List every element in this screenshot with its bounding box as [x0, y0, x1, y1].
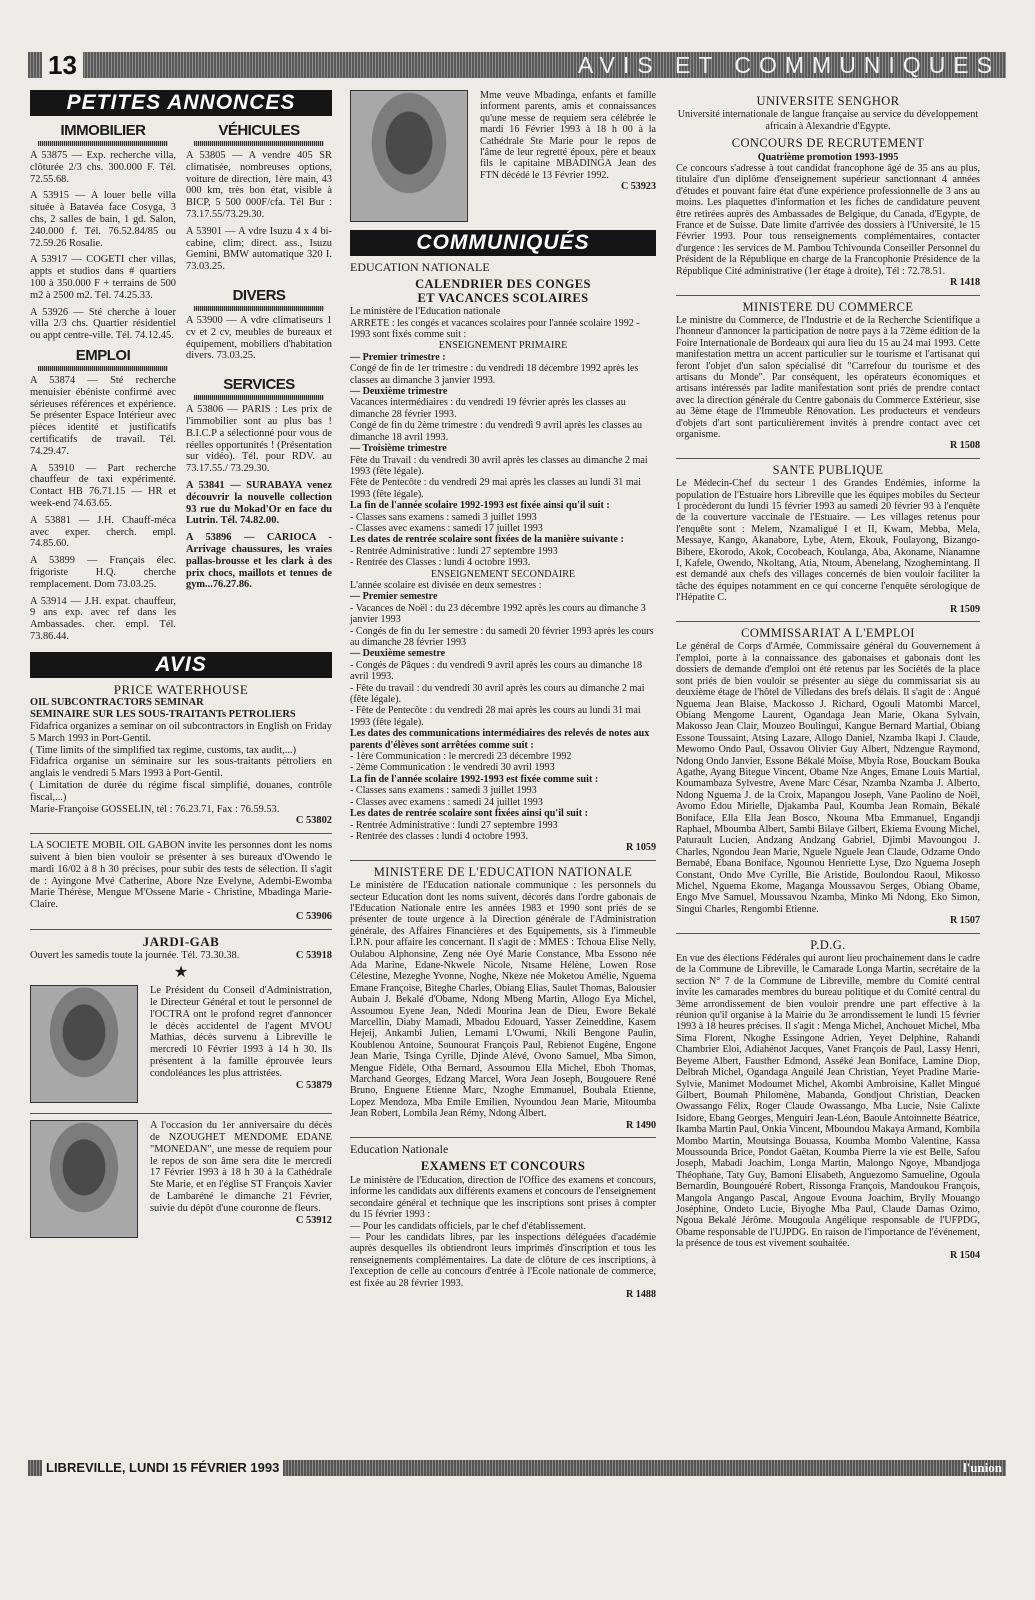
- newspaper-name: l'union: [962, 1460, 1002, 1475]
- ad-reference: R 1059: [625, 842, 656, 854]
- calendar-body: [350, 306, 656, 842]
- commerce-text: Le ministre du Commerce, de l'Industrie et de la Recherche Scientifique a l'honneur d'annoncer la participation de notre pays à la 72ème édition de la Foire Internationale de Bordeaux qui aura lieu du 15 au 24 mai 1993. Cette manifestation mettra un accent particulier sur le tourisme et l'artisanat qui feront l'objet d'un salon spécialisé dit "Carrefour du tourisme et des artisans du Monde". Par conséquent, les opérateurs économiques et artisans intéressés par ladite manifestation sont priés de prendre contact avec la direction générale du Centre gabonais du Commerce Extérieur, sise au 3ème étage de l'Immeuble Rénovation. Les producteurs et vendeurs d'objets d'art sont particulièrement invités à prendre contact avec cet organisme.: [676, 314, 980, 440]
- footer-date: LIBREVILLE, LUNDI 15 FÉVRIER 1993: [42, 1459, 283, 1476]
- avis-header: AVIS: [30, 652, 332, 678]
- ad-reference: R 1488: [625, 1288, 656, 1300]
- calendar-line: ENSEIGNEMENT SECONDAIRE: [430, 568, 576, 580]
- edu-label: EDUCATION NATIONALE: [350, 260, 490, 274]
- exam-label: Education Nationale: [350, 1142, 449, 1157]
- emploi-commissariat-title: COMMISSARIAT A L'EMPLOI: [741, 626, 915, 641]
- ad-reference: R 1418: [949, 277, 980, 289]
- senghor-title: UNIVERSITE SENGHOR: [756, 94, 900, 108]
- calendar-line: L'année scolaire est divisée en deux semestres :: [350, 579, 542, 591]
- exam-title: EXAMENS ET CONCOURS: [420, 1159, 586, 1174]
- classified-ad: A 53901 — A vdre Isuzu 4 x 4 bi-cabine, clim; direct. ass., Isuzu Gemini, BMW automatique 320 I. 73.03.25.: [186, 225, 332, 273]
- classified-ad: A 53914 — J.H. expat. chauffeur, 9 ans exp. avec ref dans les Ambassades. cher. empl. Tél. 73.86.44.: [30, 595, 176, 642]
- ad-reference: R 1509: [949, 603, 980, 615]
- pdg-text: En vue des élections Fédérales qui auront lieu prochainement dans le cadre de la Commune de Libreville, le Camarade Longa Martin, secrétaire de la section N° 7 de la Commune de Libreville, membre du Comité central invite les camarades membres du bureau politique et du Comité central du 3ème arrondissement de bien vouloir prendre une part effective à la réunion qu'il organise à la Mairie du 3e arrondissement le lundi 15 février 1993 à 18 heures précises. Il s'agit : Menga Michel, Anchouet Michel, Mba Sima Florent, Nkoghe Essingone Adrien, Yeyet Delphine, Rahandi Chambrier Eloi, Adiahénot Jacques, Vanet François de Paul, Lassy Henri, Beyeme Albert, Fausther Edmond, Asséké Jean Boniface, Lamine Diop, Delbrah Michel, Ogandaga Anguilé Jean Christian, Yeyet Pradine Marie-Sylvie, Manimet Modoumet Michel, Akombi Ambroisine, Kallet Mingué Gilbert, Boumah Philomène, Mabanda, Gondjout Christian, Deacken Owassango Félix, Roger Claude Owassango, Mba Lucie, Nsie Calixte Isidore, Ebang Georges, Menguiri Jean-Léon, Baoule Antoinnette Béatrice, Ikamba Martin Paul, Onkia Vincent, Mboundou Makaya Armand, Kombila Mombo Martin, Moutsinga Bouassa, Koumba Mombo Valentine, Kassa Moussounda Brice, Pondot Gaëtan, Koumba Pierre la vie est Belle, Safou Joseph, Mabadi Joachim, Longa Martin, Malongo Ngoye, Mbandjoga Théophane, Taty Guy, Bamoni Elisabeth, Anguezomo Samueline, Ogoula Bernardin, Boungouéré Robert, Rissonga François, Mandoukou François, Mangola Angango Pascal, Angoue Evouna Joachim, Brylly Mouango Joséphine, Ondeto Lucie, Biyoghe Mba Paul, Claude Damas Ozimo, Ngoua Bekalé Jérôme. Mougoula Angélique responsable de l'UFPDG, Obame responsable de l'UJPDG. En raison de l'importance de l'événement, la présence de tous est vivement souhaitée.: [676, 953, 980, 1250]
- portrait-photo: [30, 985, 138, 1103]
- exam-paragraph: Le ministère de l'Education, direction de l'Office des examens et concours, informe les candidats aux différents examens et concours de l'enseignement secondaire général et technique que les inscriptions sont prises à compter du 15 février 1993 :: [350, 1174, 656, 1221]
- octra-obituary: [30, 985, 332, 1107]
- anniv-text: A l'occasion du 1er anniversaire du décès de NZOUGHET MENDOME EDANE "MONEDAN", une messe de requiem pour le repos de son âme sera dite le mercredi 17 Février 1993 à 18 h 30 à la Cathédrale Ste Marie, et en l'église ST François Xavier de Lambaréné le dimanche 21 Février, suivie du dépôt d'une couronne de fleurs.: [150, 1120, 332, 1214]
- calendar-line: Congé de fin de 1er trimestre : du vendredi 18 décembre 1992 après les classes au dimanche 3 janvier 1993.: [350, 363, 639, 386]
- page-number: 13: [42, 50, 83, 80]
- calendar-line: — Premier semestre: [350, 591, 438, 603]
- senghor-subtitle: Université internationale de langue française au service du développement africain à Alexandrie d'Egypte.: [677, 109, 979, 132]
- classified-ad: A 53910 — Part recherche chauffeur de taxi expérimenté. Contact HB 76.71.15 — HR et week-end 74.63.65.: [30, 462, 176, 509]
- column-left: [30, 90, 332, 1246]
- classified-ad: A 53900 — A vdre climatiseurs 1 cv et 2 cv, meubles de bureaux et équipement, mobiliers d'habitation divers. 73.03.25.: [186, 314, 332, 362]
- page-footer: [28, 1460, 1006, 1476]
- exam-paragraph: — Pour les candidats libres, par les inspections déléguées d'académie auprès desquelles ils obtiendront leurs imprimés d'inscription et tous les renseignements complémentaires. La date de clôture de ces inscriptions, à l'exception de celle au concours d'entrée à l'Ecole nationale de commerce, est fixée au 28 février 1993.: [350, 1231, 656, 1289]
- calendar-line: - Congés de Pâques : du vendredi 9 avril après les cours au dimanche 18 avril 1993.: [350, 659, 643, 683]
- calendar-line: - Rentrée des Classes : lundi 4 octobre 1993.: [350, 557, 531, 569]
- calendar-line: — Deuxième trimestre: [350, 386, 448, 398]
- classified-ad: A 53875 — Exp. recherche villa, clôturée 2/3 chs. 300.000 F. Tél. 72.55.68.: [30, 150, 176, 185]
- jardi-title: JARDI-GAB: [142, 933, 220, 949]
- ad-reference: C 53912: [295, 1214, 332, 1226]
- octra-text: Le Président du Conseil d'Administration, le Directeur Général et tout le personnel de l'OCTRA ont le profond regret d'annoncer le décès accidentel de l'agent MVOU Mathias, décès survenu à Libreville le mercredi 10 Février 1993 à 14 h 30. Ils présentent à la famille éprouvée leurs condoléances les plus attristées.: [150, 985, 332, 1079]
- calendar-line: - Fête du travail : du vendredi 30 avril après les cours au dimanche 2 mai (fête légale).: [350, 682, 645, 706]
- pw-subtitle-en: OIL SUBCONTRACTORS SEMINAR: [30, 697, 204, 709]
- pdg-title: P.D.G.: [810, 937, 846, 952]
- ad-reference: C 53906: [295, 911, 332, 923]
- exam-paragraph: — Pour les candidats officiels, par le chef d'établissement.: [350, 1220, 586, 1232]
- concours-text: Ce concours s'adresse à tout candidat francophone âgé de 35 ans au plus, titulaire d'un diplôme d'enseignement supérieur sanctionnant 4 années d'études et pouvant faire état d'une expérience professionnelle de 3 ans au moins. Les plaquettes d'information et les fiches de candidature peuvent être retirées auprès des Ambassades de Belgique, du Canada, d'Egypte, de France et de Suisse. Date limite d'arrivée des dossiers à l'Université, le 15 Février 1993. Pour tous renseignements complémentaires, contacter d'urgence : les services de M. Pambou Tchivounda Conseiller Personnel du Président de la République en charge de la Francophonie Présidence de la République Cité administrative (1er étage à droite), Tél : 72.78.51.: [676, 163, 980, 277]
- calendar-line: - Vacances de Noël : du 23 décembre 1992 après les cours au dimanche 3 janvier 1993: [350, 602, 646, 626]
- ad-reference: C 53923: [620, 181, 656, 193]
- classified-ad: A 53915 — A louer belle villa située à Batavéa face Cosyga, 3 chs, 2 salles de bain, 1 gd. Salon, 240.000 f. Tél. 76.52.84/85 ou 72.59.26 Rosalie.: [30, 190, 176, 249]
- calendar-line: - Rentrée Administrative : lundi 27 septembre 1993: [350, 545, 558, 557]
- mbadinga-text: Mme veuve Mbadinga, enfants et famille informent parents, amis et connaissances qu'une messe de requiem sera célébrée le mardi 16 Février 1993 à 18 h 00 à la Cathédrale Ste Marie pour le repos de l'âme de leur regretté époux, père et beaux fils le capitaine MBADINGA Jean des FTN décédé le 13 Février 1992.: [480, 90, 656, 181]
- classified-ad: A 53874 — Sté recherche menuisier ébéniste confirmé avec sérieuses références et expérience. Se présenter Espace Intérieur avec pièces identité et justificatifs certificatifs de travail. Tél. 74.29.47.: [30, 374, 176, 457]
- category-vehicules: VÉHICULES: [218, 122, 300, 139]
- ad-reference: R 1507: [949, 915, 980, 927]
- calendar-line: - 1ère Communication : le mercredi 23 décembre 1992: [350, 751, 572, 763]
- pw-title: PRICE WATERHOUSE: [113, 681, 249, 697]
- calendar-line: - Classes sans examens : samedi 3 juillet 1993: [350, 511, 537, 523]
- ad-reference: R 1490: [625, 1119, 656, 1131]
- ministry-education-text: Le ministère de l'Education nationale communique : les personnels du secteur Education dont les noms suivent, décorés dans l'ordre gabonais de l'Education Nationale entre les années 1983 et 1990 sont priés de se présenter de toute urgence à la Direction générale de l'Administration générale, des Affaires Financières et des Equipements, sis à l'immeuble I.P.N. pour affaire les concernant. Il s'agit de : MMES : Tchoua Elise Nelly, Oulabou Alphonsine, Zeng née Oyé Marie Constance, Mba Essono née Ada Marine, Edane-Nkwele Nicole, Ntsame Hélène, Lowen Rose Célestine, Mezeghe Yvonne, Noghe, Nkeze née Moketou Amélie, Nguema Emane Françoise, Biteghe Charles, Obiang Elias, Saulet Thomas, Balousier Aubain J. Bekalé d'Obame, Ndong Mbeng Martin, Allogo Eya Michel, Assoumou Eyene Jean, Ndedi Mourina Jean de Dieu, Ewore Bekalé Marcellin, Diaby Mamadi, Mbadou Edouard, Yasser Zeineddine, Kasem Hejeij, Ankambi Julien, Lemami L'Owumi, Nkili Bengone Paulin, Koublenou Antoine, Sounourat François Paul, Rebienot Eugène, Engone Jean Marie, Tsinga Cyrille, Djinde Alévé, Ovono Samuel, Mba Simon, Mengue Fidèle, Otha Bernard, Assoumou Ella Michel, Eboh Thomas, Marchand Georges, Edzang Marcel, Wora Jean Joseph, Bougouere René Bruno, Enguene Etienne Marc, Nzoghe Emmanuel, Boubala Etienne, Lopez Mendoza, Mba Emile Emilien, Nyoundou Jean Marie, Mitoumba Jean Robert, Lombila Jean Rémy, Ndong Albert.: [350, 880, 656, 1120]
- calendar-line: Les dates des communications intermédiaires des relevés de notes aux parents d'élèves sont arrêtées comme suit :: [350, 728, 650, 751]
- promotion-label: Quatrième promotion 1993-1995: [757, 151, 899, 163]
- pw-paragraph: ( Limitation de durée du régime fiscal simplifié, douanes, contrôle fiscal,...): [30, 780, 332, 803]
- petites-annonces-header: PETITES ANNONCES: [30, 90, 332, 116]
- calendar-line: — Troisième trimestre: [350, 443, 447, 455]
- calendar-line: - Classes avec examens : samedi 17 juillet 1993: [350, 522, 543, 534]
- ad-reference: C 53918: [295, 949, 332, 961]
- calendar-line: - Classes sans examens : samedi 3 juillet 1993: [350, 785, 537, 797]
- calendar-line: ENSEIGNEMENT PRIMAIRE: [438, 340, 568, 352]
- calendar-title: CALENDRIER DES CONGES: [415, 277, 591, 292]
- ad-reference: R 1508: [949, 440, 980, 452]
- classified-ad: A 53806 — PARIS : Les prix de l'immobilier sont au plus bas ! B.I.C.P a sélectionné pour vous de réelles opportunités ! (Présentation sur vidéo). Tél. pour RDV. au 73.17.55./ 73.29.30.: [186, 404, 332, 475]
- sante-text: Le Médecin-Chef du secteur 1 des Grandes Endémies, informe la population de l'Estuaire hors Libreville que les équipes mobiles du Secteur 1 procèderont du lundi 15 février 1993 au samedi 20 février 93 à l'enquête de la couverture vaccinale de l'Estuaire. — Les villages retenus pour l'enquête sont : Melem, Nzamaligué I et II, Kwam, Mebba, Mela, Messaye, Kango, Akanabore, Lybe, Atem, Ekouk, Foulayong, Bizango-Bibere, Ekorodo, Akok, Cocobeach, Koulanga, Aba, Akoname, Nianamne I, Kafele, Owendo, Nkoltang, Atia, Ntoum, Abenelang, Nzoghemintang. Il est demandé aux chefs des villages concernés de bien vouloir faciliter la tâche des équipes notamment en ce qui concerne l'enquête sérologique de l'Hépatite C.: [676, 478, 980, 604]
- calendar-line: Fête du Travail : du vendredi 30 avril après les classes au dimanche 2 mai 1993 (fête légale).: [350, 454, 648, 477]
- calendar-line: La fin de l'année scolaire 1992-1993 est fixée ainsi qu'il suit :: [350, 500, 610, 512]
- mbadinga-obituary: [350, 90, 656, 226]
- calendar-line: Les dates de rentrée scolaire sont fixées de la manière suivante :: [350, 534, 624, 546]
- page-header-banner: [28, 52, 1006, 78]
- category-emploi: EMPLOI: [75, 346, 131, 364]
- calendar-line: - Congés de fin du 1er semestre : du samedi 20 février 1993 après les cours au dimanche 28 février 1993: [350, 625, 654, 648]
- classified-ad: A 53896 — CARIOCA - Arrivage chaussures, les vraies pallas-brousse et les clark à des prix chocs, maillots et tenues de gym...76.27.86.: [186, 532, 332, 591]
- calendar-line: - 2ème Communication : le vendredi 30 avril 1993: [350, 762, 555, 774]
- calendar-title: ET VACANCES SCOLAIRES: [417, 290, 589, 305]
- classified-ad: A 53841 — SURABAYA venez découvrir la nouvelle collection 93 rue du Mokad'Or en face du Lutrin. Tél. 74.82.00.: [186, 479, 332, 527]
- column-middle: [350, 90, 656, 1300]
- calendar-line: Congé de fin du 2ème trimestre : du vendredi 9 avril après les classes au dimanche 18 avril 1993.: [350, 420, 643, 443]
- communiques-header: COMMUNIQUÉS: [350, 230, 656, 256]
- calendar-line: - Fête de Pentecôte : du vendredi 28 mai après les cours au lundi 31 mai 1993 (fête légale).: [350, 705, 641, 728]
- jardi-text: Ouvert les samedis toute la journée. Tél. 73.30.38.: [30, 949, 240, 961]
- category-divers: DIVERS: [232, 286, 286, 304]
- anniversary-obituary: [30, 1120, 332, 1242]
- pw-paragraph: Fidafrica organizes a seminar on oil subcontractors in English on Friday 5 March 1993 in Port-Gentil.: [30, 721, 332, 744]
- pw-paragraph: ( Time limits of the simplified tax regime, customs, tax audit,...): [30, 744, 297, 756]
- calendar-line: Fête de Pentecôte : du vendredi 29 mai après les classes au lundi 31 mai 1993 (fête légale).: [350, 477, 641, 500]
- calendar-line: La fin de l'année scolaire 1992-1993 est fixée comme suit :: [350, 773, 599, 785]
- column-right: [676, 90, 980, 1261]
- mobil-notice: LA SOCIETE MOBIL OIL GABON invite les personnes dont les noms suivent à bien bien vouloir se présenter à ses bureaux d'Owendo le mardi 16/02 à 8 h 30 précises, pour subir des tests de sélection. Il s'agit de : Ayingone Mvé Catherine, Abore Nze Evelyne, Adembi-Ewomba Marie Thérèse, Mengue M'Ossene Marie - Christine, Mbadinga Marie- Claire.: [30, 840, 332, 911]
- category-services: SERVICES: [223, 376, 295, 394]
- section-title: AVIS ET COMMUNIQUES: [577, 52, 1000, 78]
- concours-title: CONCOURS DE RECRUTEMENT: [731, 136, 925, 151]
- commerce-title: MINISTERE DU COMMERCE: [742, 299, 914, 314]
- portrait-photo: [350, 90, 468, 222]
- classified-ad: A 53926 — Sté cherche à louer villa 2/3 chs. Quartier résidentiel ou appt centre-ville. Tél. 74.12.45.: [30, 306, 176, 342]
- classifieds-col-b: [186, 122, 332, 648]
- ad-reference: C 53802: [295, 815, 332, 827]
- calendar-line: — Deuxième semestre: [350, 648, 446, 660]
- calendar-line: - Classes avec examens : samedi 24 juillet 1993: [350, 796, 543, 808]
- calendar-line: Le ministère de l'Education nationale: [350, 306, 501, 318]
- calendar-line: - Rentrée des classes : lundi 4 octobre 1993.: [350, 830, 528, 842]
- classified-ad: A 53805 — A vendre 405 SR climatisée, nombreuses options, voiture de direction, 1ère main, 43 000 km, très bon état, visible à BICP, 5 500 000F/cfa. Tél Bur : 73.17.55/73.29.30.: [186, 150, 332, 220]
- ministry-education-title: MINISTERE DE L'EDUCATION NATIONALE: [373, 864, 633, 879]
- classified-ad: A 53917 — COGETI cher villas, appts et studios dans # quartiers 100 à 350.000 F + terrains de 500 m2 à 2500 m2. Tél. 74.25.33.: [30, 254, 176, 301]
- newspaper-page: [28, 48, 1006, 1475]
- ad-reference: C 53879: [295, 1079, 332, 1091]
- classifieds-col-a: [30, 122, 176, 648]
- pw-contact: Marie-Françoise GOSSELIN, tél : 76.23.71, Fax : 76.59.53.: [30, 803, 280, 815]
- classified-ad: A 53899 — Français élec. frigoriste H.Q. cherche remplacement. Dom 73.03.25.: [30, 555, 176, 590]
- calendar-line: Les dates de rentrée scolaire sont fixées ainsi qu'il suit :: [350, 808, 588, 820]
- pw-paragraph: Fidafrica organise un séminaire sur les sous-traitants pétroliers en anglais le vendredi 5 Mars 1993 à Port-Gentil.: [30, 756, 332, 780]
- emploi-commissariat-text: Le général de Corps d'Armée, Commissaire général du Gouvernement à l'emploi, porte à la connaissance des gabonaises et gabonais dont les dossiers de demande d'emploi ont été retenus par les Sociétés de la place sont priés de bien vouloir se présenter au siège du commissariat sis au deuxième étage de l'hôtel de Villedans des brefs délais. Il s'agit de : Angué Nguema Jean Blaise, Mackosso J. Richard, Ogouli Matombi Marcel, Obiang Mengome Laurent, Ogandaga Jean Marie, Okana Sylvain, Makosso Jean Clair, Mouzeo Boulingui, Kangue Bernard Martial, Obiang Essone Toussaint, Atsing Lazare, Allogo Daniel, Nzamba Ikapi J. Claude, Mewomo Ondo Paul, Ossavou Olivier Guy Albert, Ndzengue Raymond, Ndong Ondo Janvier, Essone Békalé Moïse, Mbyia Rose, Bouckam Bouka Agathe, Ayang Bitegue Vincent, Obame Nze Anges, Emane Louis Martial, Koumambaza Sylvestre, Avene Marc César, Nzamba Nzamba J. Alberto, Ndong Nguema J. de la Croix, Mapangou Joseph, Vane Paolino de Noël, Avomo Edou Mirielle, Djakamba Paul, Koumba Jean Romain, Békalé Boniface, Ella Ella Jean Bosco, Nkouna Mba Emmanuel, Engandji Raphael, Mboumba Albert, Sambi Bilaye Gilbert, Ekiema Evoung Michel, Paturault Lucien, Andzang Andzang Gabriel, Djimbi Mavoungou J. Charles, Ngondou Jean Marie, Nguele Nguele Jean Claude, Odzame Ondo Bernabé, Ebana Boniface, Ngounou Henriette Lyse, Dzo Nguema Joseph Constant, Ondo Mve Cyrille, Bie Aristide, Boulondou Raoul, Mikosso Michel, Nguema Ekome, Maganga Moussavou Serges, Obiang Obame, Engo Mve Samuel, Moussavou Nzamba, Minko Mi Ndong, Eko Simon, Singui Charles, Rengombi Etienne.: [676, 641, 980, 915]
- star-separator: ★: [173, 964, 189, 982]
- calendar-line: ARRETE : les congés et vacances scolaires pour l'année scolaire 1992 - 1993 sont fixés comme suit :: [350, 317, 640, 341]
- pw-subtitle-fr: SEMINAIRE SUR LES SOUS-TRAITANTs PETROLIERS: [30, 709, 296, 721]
- calendar-line: Vacances intermédiaires : du vendredi 19 février après les classes au dimanche 28 février 1993.: [350, 397, 626, 420]
- calendar-line: — Premier trimestre :: [350, 351, 446, 363]
- ad-reference: R 1504: [949, 1249, 980, 1261]
- portrait-photo: [30, 1120, 138, 1238]
- category-immobilier: IMMOBILIER: [60, 122, 146, 139]
- classified-ad: A 53881 — J.H. Chauff-méca avec exper. cherch. empl. 74.85.60.: [30, 514, 176, 550]
- sante-title: SANTE PUBLIQUE: [772, 462, 884, 477]
- calendar-line: - Rentrée Administrative : lundi 27 septembre 1993: [350, 819, 558, 831]
